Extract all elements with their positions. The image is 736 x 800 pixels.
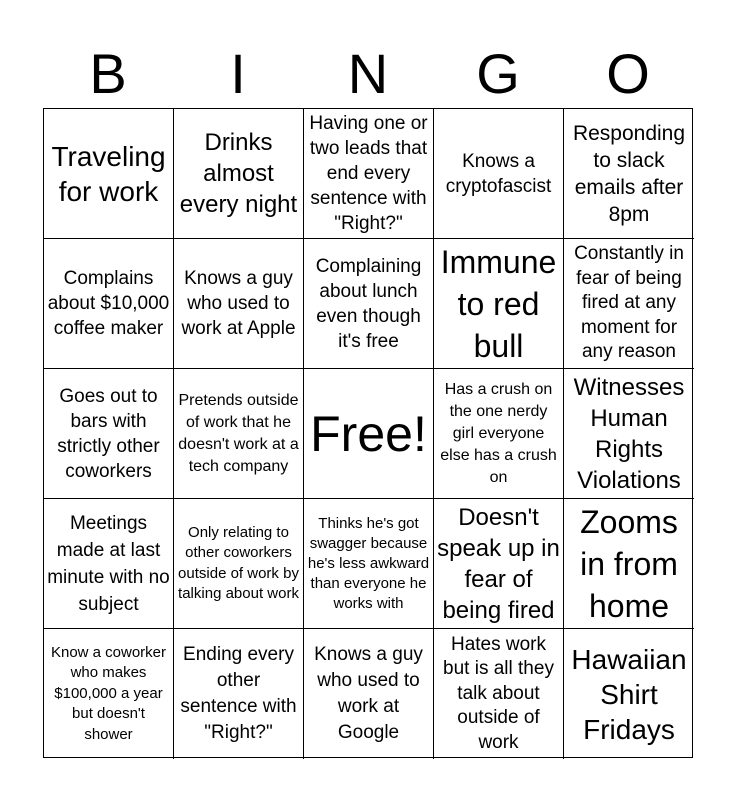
- cell-text: Hates work but is all they talk about outside of work: [443, 633, 554, 753]
- bingo-cell-r1c5[interactable]: [564, 109, 694, 239]
- bingo-cell-r3c4[interactable]: [434, 369, 564, 499]
- cell-text: Meetings made at last minute with no subject: [47, 512, 170, 615]
- bingo-cell-r1c4[interactable]: [434, 109, 564, 239]
- cell-text: Constantly in fear of being fired at any moment for any reason: [574, 243, 684, 363]
- cell-text: Thinks he's got swagger because he's less awkward than everyone he works with: [307, 514, 430, 612]
- bingo-header: [43, 40, 693, 108]
- header-letter-b: B: [89, 42, 127, 105]
- cell-text: Ending every other sentence with "Right?": [180, 644, 297, 743]
- bingo-cell-r5c5[interactable]: [564, 629, 694, 759]
- bingo-cell-r4c2[interactable]: [174, 499, 304, 629]
- bingo-cell-r5c3[interactable]: [304, 629, 434, 759]
- cell-text: Zooms in from home: [580, 503, 678, 624]
- header-letter-i: I: [230, 42, 246, 105]
- cell-text: Only relating to other coworkers outside of work by talking about work: [178, 523, 299, 602]
- bingo-cell-r3c5[interactable]: [564, 369, 694, 499]
- cell-text: Knows a guy who used to work at Apple: [181, 268, 296, 339]
- bingo-board: [43, 108, 693, 758]
- cell-text: Traveling for work: [51, 140, 166, 207]
- cell-text: Complaining about lunch even though it's free: [315, 255, 422, 352]
- bingo-cell-r1c3[interactable]: [304, 109, 434, 239]
- cell-text: Witnesses Human Rights Violations: [573, 373, 685, 494]
- cell-text: Free!: [310, 405, 427, 462]
- bingo-cell-r2c1[interactable]: [44, 239, 174, 369]
- bingo-cell-r2c5[interactable]: [564, 239, 694, 369]
- bingo-cell-r1c2[interactable]: [174, 109, 304, 239]
- bingo-cell-r1c1[interactable]: [44, 109, 174, 239]
- cell-text: Complains about $10,000 coffee maker: [47, 268, 170, 339]
- cell-text: Drinks almost every night: [179, 129, 298, 218]
- bingo-cell-r5c4[interactable]: [434, 629, 564, 759]
- bingo-cell-r2c4[interactable]: [434, 239, 564, 369]
- header-letter-g: G: [476, 42, 520, 105]
- bingo-cell-r5c2[interactable]: [174, 629, 304, 759]
- header-letter-n: N: [347, 42, 389, 105]
- cell-text: Knows a guy who used to work at Google: [314, 644, 423, 743]
- header-letter-o: O: [606, 42, 650, 105]
- bingo-cell-r4c3[interactable]: [304, 499, 434, 629]
- cell-text: Has a crush on the one nerdy girl everyone else has a crush on: [440, 380, 557, 486]
- bingo-cell-r2c2[interactable]: [174, 239, 304, 369]
- cell-text: Immune to red bull: [440, 243, 557, 364]
- cell-text: Hawaiian Shirt Fridays: [571, 643, 687, 745]
- cell-text: Goes out to bars with strictly other coworkers: [57, 385, 160, 482]
- bingo-cell-r4c4[interactable]: [434, 499, 564, 629]
- bingo-cell-r4c1[interactable]: [44, 499, 174, 629]
- cell-text: Having one or two leads that end every sentence with "Right?": [309, 113, 428, 234]
- bingo-cell-r3c2[interactable]: [174, 369, 304, 499]
- cell-text: Pretends outside of work that he doesn't work at a tech company: [178, 391, 299, 475]
- bingo-cell-r2c3[interactable]: [304, 239, 434, 369]
- bingo-cell-r4c5[interactable]: [564, 499, 694, 629]
- bingo-cell-r3c1[interactable]: [44, 369, 174, 499]
- bingo-cell-r5c1[interactable]: [44, 629, 174, 759]
- cell-text: Know a coworker who makes $100,000 a year but doesn't shower: [50, 643, 167, 743]
- cell-text: Knows a cryptofascist: [445, 150, 552, 197]
- bingo-cell-r3c3[interactable]: [304, 369, 434, 499]
- cell-text: Responding to slack emails after 8pm: [572, 121, 686, 226]
- cell-text: Doesn't speak up in fear of being fired: [437, 503, 560, 624]
